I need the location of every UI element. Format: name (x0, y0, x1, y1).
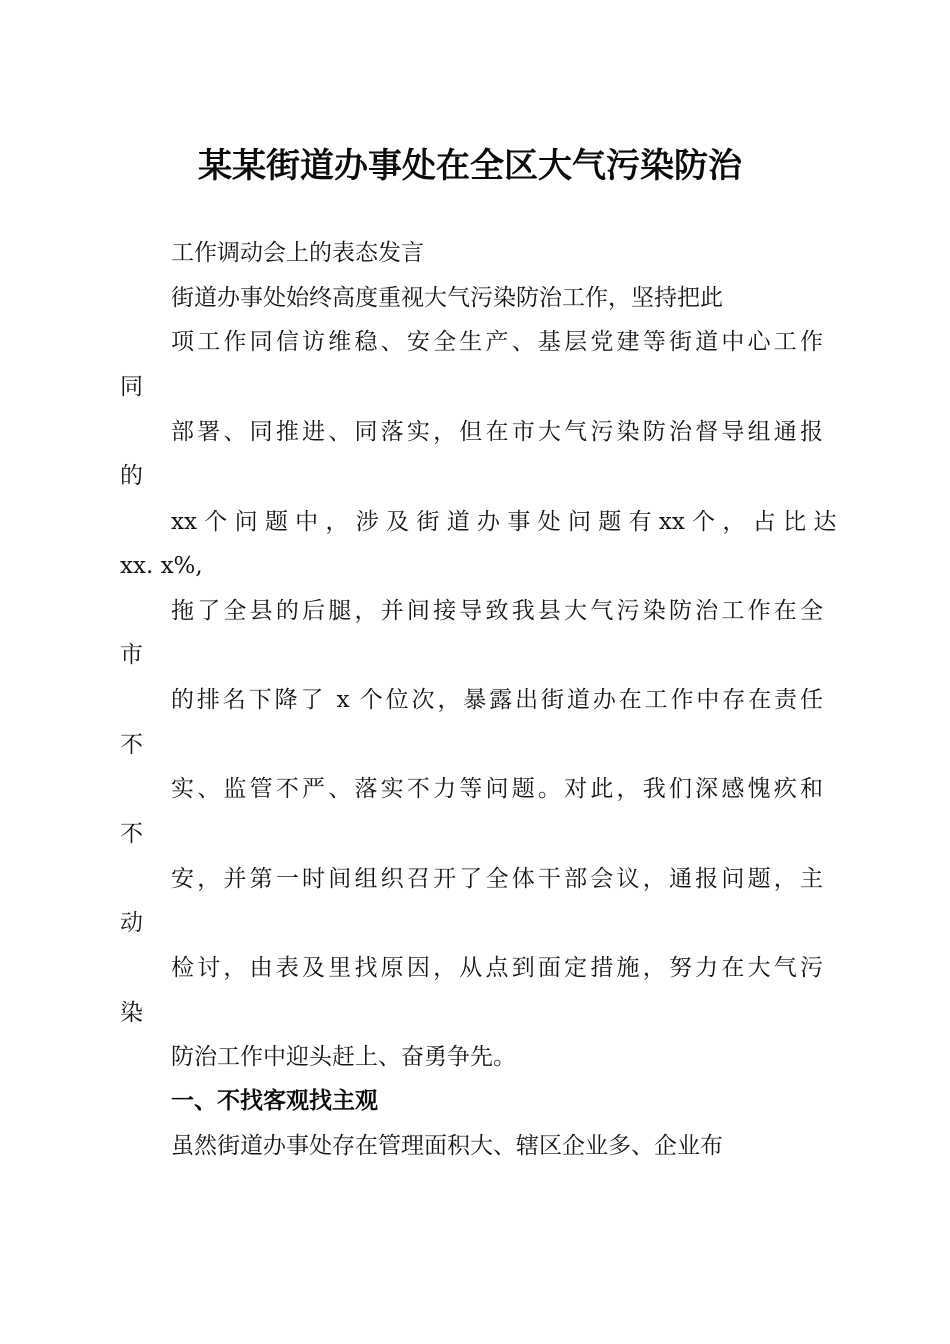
text-line: 的排名下降了 x 个位次，暴露出街道办在工作中存在责任 (171, 687, 823, 713)
text-line: 虽然街道办事处存在管理面积大、辖区企业多、企业布 (171, 1133, 723, 1159)
text-line: 街道办事处始终高度重视大气污染防治工作，坚持把此 (171, 285, 723, 311)
text-line: 的 (120, 463, 143, 489)
text-line: 染 (120, 1000, 143, 1026)
text-line: 实、监管不严、落实不力等问题。对此，我们深感愧疚和 (171, 776, 823, 802)
text-line: 检讨，由表及里找原因，从点到面定措施，努力在大气污 (171, 955, 823, 981)
text-line: 工作调动会上的表态发言 (171, 240, 424, 266)
document-title: 某某街道办事处在全区大气污染防治 (198, 146, 742, 186)
text-line: 不 (120, 821, 143, 847)
text-line: 部署、同推进、同落实，但在市大气污染防治督导组通报 (171, 419, 823, 445)
text-line: 项工作同信访维稳、安全生产、基层党建等街道中心工作 (171, 329, 823, 355)
text-line: xx 个 问 题 中 ， 涉 及 街 道 办 事 处 问 题 有 xx 个 ， 占 比 达 (171, 509, 837, 535)
text-line: 市 (120, 642, 143, 668)
text-line: 动 (120, 910, 143, 936)
text-line: 不 (120, 732, 143, 758)
text-line: 拖了全县的后腿，并间接导致我县大气污染防治工作在全 (171, 598, 823, 624)
text-line: 防治工作中迎头赶上、奋勇争先。 (171, 1044, 516, 1070)
text-line: 同 (120, 374, 143, 400)
text-line: xx. x%, (120, 553, 203, 579)
section-heading: 一、不找客观找主观 (171, 1088, 378, 1114)
text-line: 安，并第一时间组织召开了全体干部会议，通报问题，主 (171, 866, 823, 892)
